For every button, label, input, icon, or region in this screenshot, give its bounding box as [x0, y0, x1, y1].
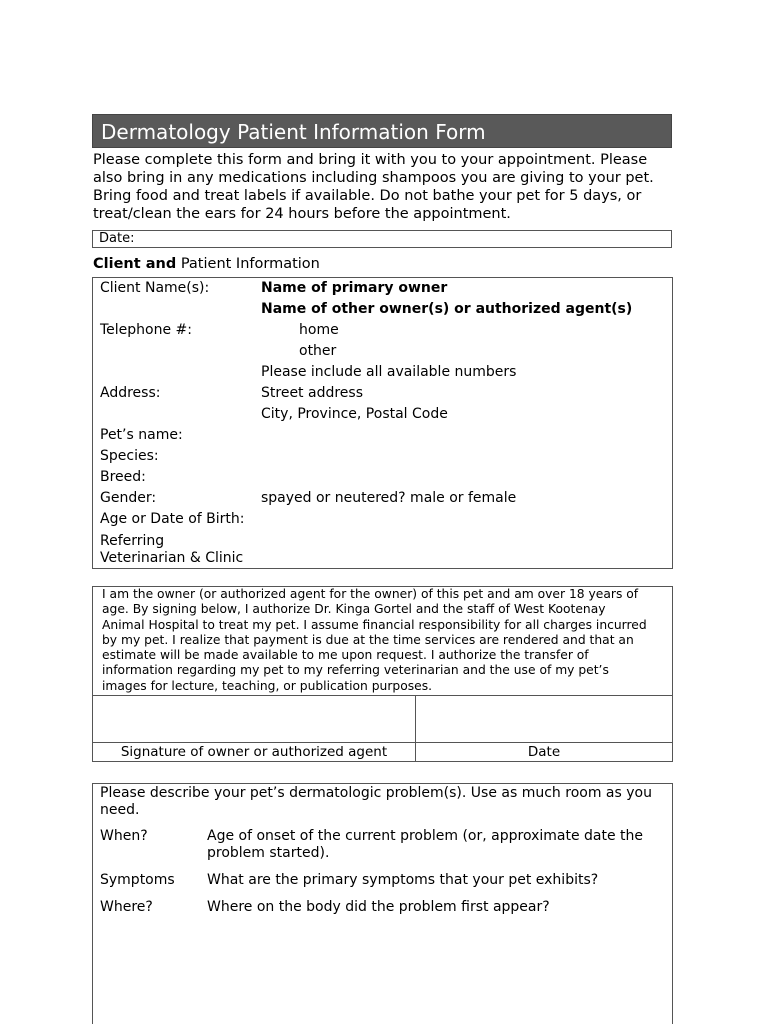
intro-line: Bring food and treat labels if available. Do not bathe your pet for 5 days, or: [93, 188, 642, 204]
form-title-bar: [92, 114, 672, 148]
intro-line: treat/clean the ears for 24 hours before the appointment.: [93, 206, 511, 222]
phone-other-field[interactable]: other: [299, 343, 337, 359]
gender-label: Gender:: [100, 490, 157, 506]
signature-row: [93, 695, 672, 762]
consent-line: I am the owner (or authorized agent for the owner) of this pet and am over 18 years of: [102, 587, 639, 601]
problem-prompt: Please describe your pet’s dermatologic problem(s). Use as much room as you: [100, 785, 652, 801]
address-label: Address:: [100, 385, 161, 401]
other-owner-field[interactable]: Name of other owner(s) or authorized agent(s): [261, 301, 633, 317]
referring-label: Referring: [100, 533, 165, 549]
consent-line: estimate will be made available to me upon request. I authorize the transfer of: [102, 648, 589, 663]
city-province-field[interactable]: City, Province, Postal Code: [261, 406, 448, 422]
intro-line: also bring in any medications including shampoos you are giving to your pet.: [93, 170, 654, 186]
consent-line: age. By signing below, I authorize Dr. Kinga Gortel and the staff of West Kootenay: [102, 602, 606, 617]
signature-date-field[interactable]: [416, 696, 672, 742]
signature-label: Signature of owner or authorized agent: [120, 744, 388, 760]
phone-home-field[interactable]: home: [299, 322, 339, 338]
when-question-line2: problem started).: [207, 845, 330, 861]
consent-text: [102, 587, 662, 694]
breed-label: Breed:: [100, 469, 146, 485]
client-patient-heading: [93, 256, 320, 272]
referring-label-line2: Veterinarian & Clinic: [100, 550, 244, 566]
primary-owner-field[interactable]: Name of primary owner: [261, 280, 448, 296]
heading-rest-part: Patient Information: [180, 256, 320, 272]
client-patient-info-table: [92, 277, 673, 569]
intro-paragraph: [93, 151, 693, 223]
gender-options[interactable]: spayed or neutered? male or female: [261, 490, 517, 506]
species-label: Species:: [100, 448, 159, 464]
where-question: Where on the body did the problem first appear?: [207, 899, 550, 915]
when-label: When?: [100, 828, 148, 844]
phone-note: Please include all available numbers: [261, 364, 517, 380]
consent-line: information regarding my pet to my referring veterinarian and the use of my pet’s: [102, 663, 609, 678]
signature-field[interactable]: [93, 696, 415, 742]
symptoms-question: What are the primary symptoms that your pet exhibits?: [207, 872, 599, 888]
dermatologic-problem-section: [92, 783, 673, 1024]
client-names-label: Client Name(s):: [100, 280, 210, 296]
intro-line: Please complete this form and bring it with you to your appointment. Please: [93, 152, 648, 168]
consent-line: images for lecture, teaching, or publication purposes.: [102, 678, 433, 693]
form-title: Dermatology Patient Information Form: [101, 120, 486, 144]
street-address-field[interactable]: Street address: [261, 385, 363, 401]
pet-name-label: Pet’s name:: [100, 427, 183, 443]
consent-section: [92, 586, 673, 762]
consent-line: by my pet. I realize that payment is due at the time services are rendered and that an: [102, 632, 634, 647]
symptoms-label: Symptoms: [100, 872, 175, 888]
telephone-label: Telephone #:: [100, 322, 192, 338]
date-label: Date:: [99, 231, 135, 246]
consent-line: Animal Hospital to treat my pet. I assume financial responsibility for all charges incurred: [102, 617, 647, 632]
where-label: Where?: [100, 899, 153, 915]
problem-prompt-line2: need.: [100, 802, 140, 818]
when-question: Age of onset of the current problem (or, approximate date the: [207, 828, 644, 844]
heading-bold-part: Client and: [93, 256, 177, 272]
date-field[interactable]: [92, 230, 672, 248]
age-label: Age or Date of Birth:: [100, 511, 245, 527]
signature-date-label: Date: [527, 744, 561, 760]
